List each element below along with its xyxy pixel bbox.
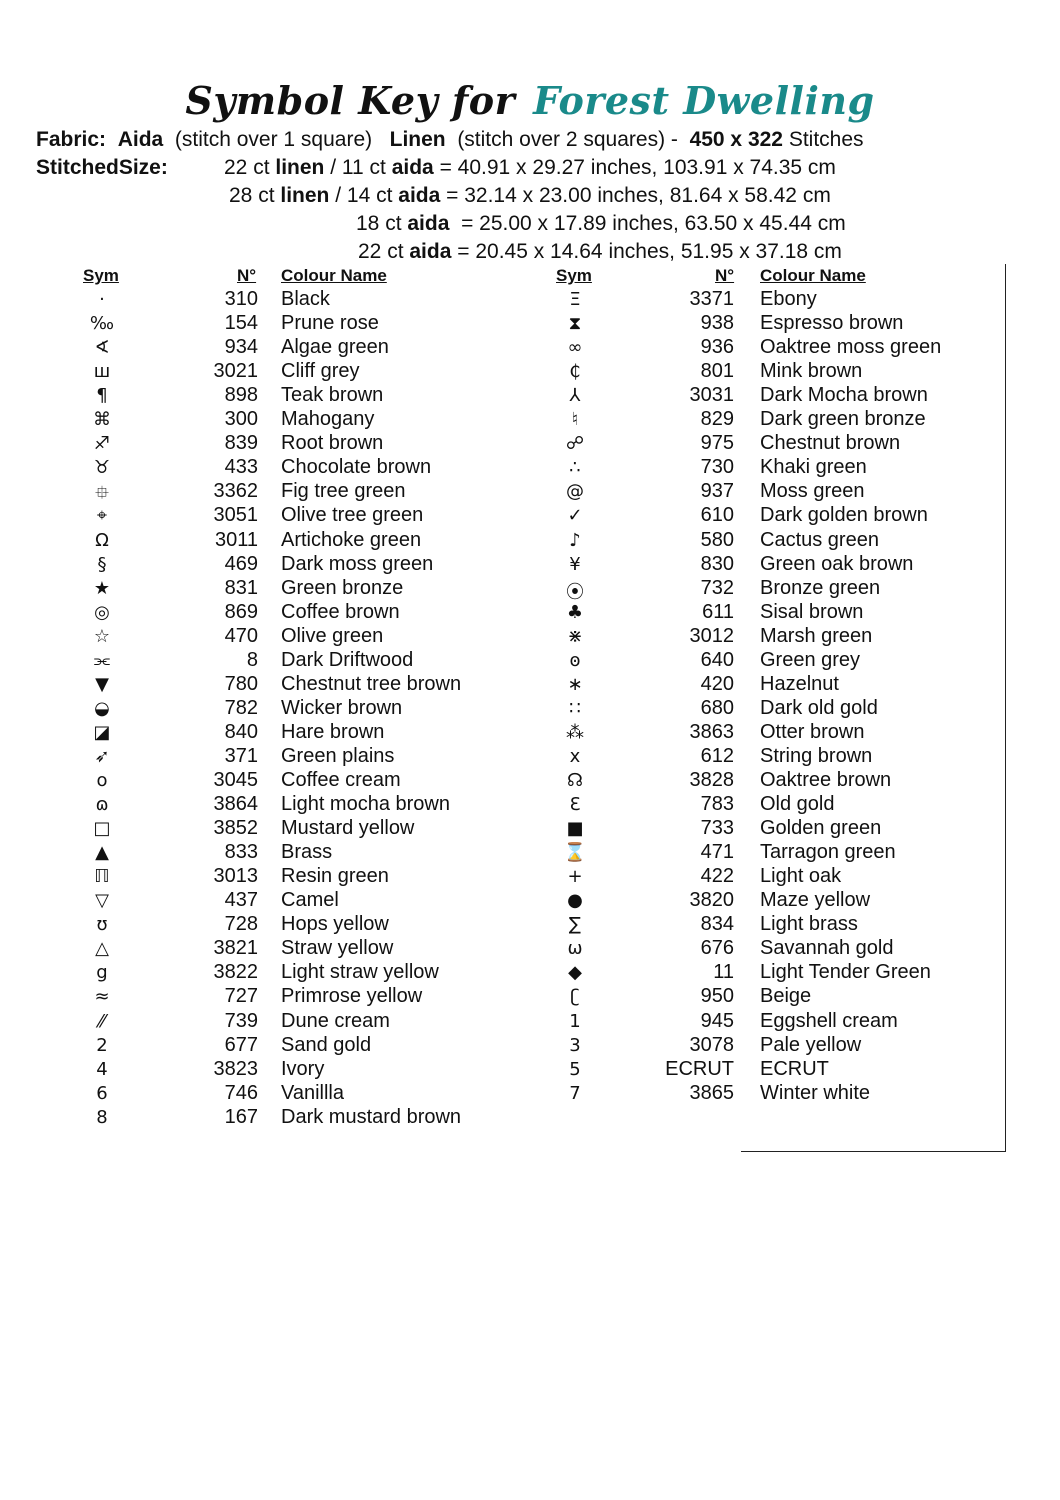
colour-number: 3362 — [213, 480, 258, 503]
colour-name: Light oak — [760, 865, 842, 888]
symbol-cell: + — [567, 866, 583, 888]
symbol-cell: ⁄⁄ — [98, 1010, 105, 1032]
colour-name: Mink brown — [760, 360, 863, 383]
colour-number: 829 — [700, 408, 734, 431]
colour-number: 834 — [700, 913, 734, 936]
symbol-cell: § — [97, 553, 107, 575]
fabric-label: Fabric: — [36, 128, 107, 151]
colour-number: 3021 — [213, 360, 258, 383]
colour-name: Dark old gold — [760, 696, 878, 719]
colour-number: 840 — [224, 720, 258, 743]
symbol-cell: · — [99, 289, 105, 310]
symbol-cell: ● — [567, 890, 583, 912]
colour-name: Coffee cream — [281, 769, 401, 791]
symbol-cell: ▽ — [95, 890, 109, 912]
colour-number: 470 — [224, 624, 258, 647]
symbol-cell: △ — [95, 938, 109, 960]
colour-name: Light Tender Green — [760, 961, 931, 984]
symbol-cell: g — [96, 962, 108, 984]
colour-name: Chocolate brown — [281, 456, 432, 479]
colour-name: Mahogany — [281, 408, 375, 431]
colour-name: Brass — [281, 841, 333, 864]
colour-name: Straw yellow — [281, 937, 394, 960]
pattern-name: Forest Dwelling — [533, 78, 875, 123]
colour-name: Otter brown — [760, 720, 865, 743]
colour-name: Black — [281, 288, 330, 310]
symbol-cell: ℿ — [94, 866, 110, 888]
symbol-cell: ✓ — [567, 505, 583, 527]
symbol-cell: Ɛ — [569, 794, 581, 816]
symbol-cell: ♉ — [93, 457, 111, 479]
colour-number: 611 — [702, 600, 734, 623]
colour-name: Hops yellow — [281, 913, 389, 936]
colour-name: Mustard yellow — [281, 817, 415, 840]
page-title — [0, 78, 1060, 123]
colour-name: Teak brown — [281, 384, 384, 407]
aida-note: (stitch over 1 square) — [174, 128, 373, 151]
colour-name: Prune rose — [281, 312, 379, 335]
header-sym: Sym — [556, 266, 592, 285]
symbol-cell: ≈ — [94, 986, 110, 1008]
symbol-cell: Ω — [95, 529, 109, 551]
colour-number: 728 — [224, 913, 258, 936]
colour-name: Light mocha brown — [281, 793, 450, 816]
symbol-cell: ∞ — [567, 337, 583, 359]
symbol-cell: ⫘ — [93, 649, 111, 671]
colour-name: Artichoke green — [281, 528, 422, 551]
colour-name: Chestnut tree brown — [281, 672, 462, 695]
colour-number: 3012 — [689, 624, 734, 647]
symbol-cell: ♮ — [571, 409, 579, 431]
colour-name: Old gold — [760, 793, 835, 816]
colour-name: Tarragon green — [760, 841, 896, 864]
symbol-cell: @ — [566, 481, 584, 503]
symbol-cell: ⌛ — [563, 842, 587, 864]
symbol-cell: ☊ — [567, 770, 583, 791]
colour-name: Cliff grey — [281, 360, 360, 383]
colour-number: 420 — [700, 672, 734, 695]
colour-number: 936 — [700, 336, 734, 359]
symbol-cell: ◎ — [94, 601, 110, 623]
colour-name: Dark mustard brown — [281, 1105, 462, 1128]
colour-number: 3828 — [689, 769, 734, 791]
colour-number: 833 — [224, 841, 258, 864]
colour-name: Primrose yellow — [281, 985, 423, 1008]
symbol-cell: 4 — [96, 1058, 108, 1080]
symbol-cell: 2 — [96, 1034, 108, 1056]
colour-name: ECRUT — [760, 1057, 829, 1080]
symbol-cell: ➶ — [94, 745, 110, 767]
colour-number: 3820 — [689, 889, 734, 912]
colour-name: Green bronze — [281, 576, 404, 599]
stitch-count: 450 x 322 — [689, 128, 783, 151]
symbol-cell: x — [569, 745, 581, 767]
colour-number: 640 — [700, 648, 734, 671]
symbol-cell: ♪ — [569, 529, 581, 551]
colour-name: Light straw yellow — [281, 961, 439, 984]
colour-number: 831 — [224, 576, 258, 599]
symbol-cell: ∑ — [568, 914, 582, 936]
colour-name: Coffee brown — [281, 600, 400, 623]
symbol-cell: ♣ — [566, 601, 584, 623]
symbol-cell: ★ — [93, 577, 111, 599]
symbol-cell: ₵ — [569, 361, 581, 383]
symbol-cell: 8 — [96, 1106, 108, 1128]
stitched-size-line: 22 ct aida = 20.45 x 14.64 inches, 51.95 x 37.18 cm — [358, 240, 842, 263]
symbol-cell: ʗ — [570, 986, 580, 1008]
symbol-cell: 5 — [569, 1058, 581, 1080]
symbol-cell: 3 — [569, 1034, 581, 1056]
symbol-cell: ▼ — [95, 673, 109, 695]
colour-name: Hare brown — [281, 720, 385, 743]
colour-name: Ivory — [281, 1057, 325, 1080]
colour-number: ECRUT — [665, 1057, 734, 1080]
symbol-cell: ⁂ — [566, 721, 584, 743]
colour-name: Dark Mocha brown — [760, 384, 928, 407]
stitched-size-line: 18 ct aida = 25.00 x 17.89 inches, 63.50 x 45.44 cm — [356, 212, 846, 235]
symbol-cell: Ξ — [569, 289, 581, 310]
header-colour-name: Colour Name — [760, 266, 866, 285]
colour-name: Bronze green — [760, 576, 881, 599]
colour-number: 950 — [700, 985, 734, 1008]
colour-number: 676 — [700, 937, 734, 960]
colour-name: Ebony — [760, 288, 817, 310]
colour-number: 732 — [700, 576, 734, 599]
colour-number: 677 — [224, 1033, 258, 1056]
colour-number: 8 — [246, 648, 258, 671]
colour-number: 3823 — [213, 1057, 258, 1080]
colour-number: 3865 — [689, 1081, 734, 1104]
colour-number: 3078 — [689, 1033, 734, 1056]
colour-number: 783 — [700, 793, 734, 816]
colour-number: 937 — [700, 480, 734, 503]
colour-number: 469 — [224, 552, 258, 575]
colour-name: Olive green — [281, 624, 384, 647]
stitched-size-label: StitchedSize: — [36, 156, 168, 179]
symbol-cell: ☍ — [565, 433, 585, 455]
fabric-line — [36, 126, 864, 154]
symbol-cell: ‰ — [89, 313, 115, 335]
colour-number: 680 — [700, 696, 734, 719]
colour-name: Dark green bronze — [760, 408, 926, 431]
symbol-cell: ∗ — [567, 673, 583, 695]
colour-number: 167 — [224, 1105, 258, 1128]
colour-number: 3013 — [213, 865, 258, 888]
colour-name: Root brown — [281, 432, 384, 455]
colour-number: 437 — [224, 889, 258, 912]
colour-number: 3852 — [213, 817, 258, 840]
symbol-cell: ■ — [566, 818, 584, 840]
colour-name: Eggshell cream — [760, 1009, 898, 1032]
colour-name: Espresso brown — [760, 312, 904, 335]
colour-number: 433 — [224, 456, 258, 479]
table-bottom-border — [741, 1151, 1006, 1152]
colour-number: 727 — [224, 985, 258, 1008]
symbol-cell: ш — [93, 361, 111, 383]
colour-name: Maze yellow — [760, 889, 871, 912]
colour-number: 733 — [700, 817, 734, 840]
colour-name: Resin green — [281, 865, 389, 888]
colour-name: Dark Driftwood — [281, 648, 414, 671]
colour-number: 801 — [700, 360, 734, 383]
colour-name: Winter white — [760, 1081, 871, 1104]
colour-number: 938 — [700, 312, 734, 335]
colour-name: Green grey — [760, 648, 861, 671]
colour-number: 3031 — [689, 384, 734, 407]
colour-number: 746 — [224, 1081, 258, 1104]
symbol-cell: ∷ — [569, 697, 581, 719]
colour-name: Pale yellow — [760, 1033, 862, 1056]
colour-number: 898 — [224, 384, 258, 407]
colour-number: 310 — [224, 288, 258, 310]
colour-number: 154 — [224, 312, 258, 335]
colour-name: Hazelnut — [760, 672, 839, 695]
colour-number: 422 — [700, 865, 734, 888]
symbol-cell: ◪ — [93, 721, 111, 743]
symbol-cell: ▲ — [95, 842, 109, 864]
colour-name: Cactus green — [760, 528, 879, 551]
fabric-aida: Aida — [117, 128, 164, 151]
colour-number: 934 — [224, 336, 258, 359]
colour-number: 739 — [224, 1009, 258, 1032]
linen-note: (stitch over 2 squares) - — [457, 128, 678, 151]
colour-number: 11 — [713, 961, 734, 984]
symbol-cell: □ — [93, 818, 111, 840]
colour-name: Light brass — [760, 913, 858, 936]
header-sym: Sym — [83, 266, 119, 285]
colour-number: 3864 — [213, 793, 258, 816]
colour-number: 612 — [700, 744, 734, 767]
colour-name: Fig tree green — [281, 480, 406, 503]
symbol-cell: ⯐ — [95, 483, 109, 505]
symbol-cell: ∢ — [94, 337, 110, 359]
symbol-cell: ♐ — [93, 433, 111, 455]
colour-name: Golden green — [760, 817, 882, 840]
colour-name: Sand gold — [281, 1033, 372, 1056]
symbol-cell: ☆ — [93, 625, 111, 647]
colour-name: Marsh green — [760, 624, 873, 647]
symbol-cell: ʊ — [96, 914, 108, 936]
colour-number: 3863 — [689, 720, 734, 743]
colour-number: 3051 — [213, 504, 258, 527]
colour-number: 780 — [224, 672, 258, 695]
symbol-cell: ꙩ — [569, 649, 581, 671]
symbol-cell: ¶ — [96, 385, 108, 407]
colour-name: Dark moss green — [281, 552, 434, 575]
fabric-linen: Linen — [389, 128, 446, 151]
stitched-size-line: 28 ct linen / 14 ct aida = 32.14 x 23.00 inches, 81.64 x 58.42 cm — [229, 184, 831, 207]
symbol-cell: ⌘ — [93, 409, 111, 431]
colour-number: 580 — [700, 528, 734, 551]
symbol-cell: ⦿ — [566, 581, 584, 603]
symbol-cell: ω — [567, 938, 583, 960]
colour-name: Savannah gold — [760, 937, 894, 960]
colour-name: Sisal brown — [760, 600, 864, 623]
header-colour-name: Colour Name — [281, 266, 387, 285]
symbol-cell: ◆ — [568, 962, 582, 984]
symbol-cell: 7 — [569, 1082, 581, 1104]
title-prefix: Symbol Key for — [185, 78, 516, 123]
symbol-cell: ⧗ — [568, 313, 582, 335]
colour-number: 3371 — [689, 288, 734, 310]
colour-name: Vanillla — [281, 1081, 344, 1104]
symbol-cell: ɷ — [95, 794, 109, 816]
colour-number: 782 — [224, 696, 258, 719]
colour-number: 3822 — [213, 961, 258, 984]
colour-number: 869 — [224, 600, 258, 623]
colour-name: Dark golden brown — [760, 504, 928, 527]
colour-name: Camel — [281, 889, 339, 912]
colour-name: Moss green — [760, 480, 865, 503]
colour-name: Olive tree green — [281, 504, 424, 527]
header-number: N° — [237, 266, 257, 285]
colour-name: Beige — [760, 985, 812, 1008]
colour-number: 610 — [700, 504, 734, 527]
header-number: N° — [715, 266, 735, 285]
symbol-cell: 1 — [569, 1010, 581, 1032]
colour-number: 471 — [700, 841, 734, 864]
colour-name: Khaki green — [760, 456, 867, 479]
colour-number: 975 — [700, 432, 734, 455]
colour-number: 3045 — [213, 769, 258, 791]
colour-name: Algae green — [281, 336, 389, 359]
colour-number: 300 — [224, 408, 258, 431]
colour-name: String brown — [760, 744, 873, 767]
colour-name: Green plains — [281, 744, 395, 767]
table-right-border — [1005, 264, 1006, 1152]
symbol-cell: ⋇ — [567, 625, 583, 647]
colour-name: Green oak brown — [760, 552, 914, 575]
colour-name: Oaktree brown — [760, 769, 892, 791]
symbol-cell: ◒ — [94, 697, 110, 719]
colour-number: 730 — [700, 456, 734, 479]
stitches-word: Stitches — [788, 128, 864, 151]
colour-number: 839 — [224, 432, 258, 455]
colour-number: 830 — [700, 552, 734, 575]
colour-name: Oaktree moss green — [760, 336, 942, 359]
colour-name: Wicker brown — [281, 696, 403, 719]
symbol-cell: o — [96, 770, 108, 791]
colour-name: Chestnut brown — [760, 432, 901, 455]
colour-number: 371 — [224, 744, 258, 767]
colour-number: 3011 — [214, 528, 258, 551]
symbol-cell: ⌖ — [96, 505, 108, 527]
symbol-cell: ⅄ — [569, 385, 581, 407]
colour-name: Dune cream — [281, 1009, 390, 1032]
symbol-cell: ¥ — [569, 553, 581, 575]
colour-number: 945 — [700, 1009, 734, 1032]
stitched-size-line: 22 ct linen / 11 ct aida = 40.91 x 29.27 inches, 103.91 x 74.35 cm — [224, 156, 836, 179]
colour-number: 3821 — [213, 937, 258, 960]
symbol-cell: ∴ — [569, 457, 581, 479]
symbol-cell: 6 — [96, 1082, 108, 1104]
